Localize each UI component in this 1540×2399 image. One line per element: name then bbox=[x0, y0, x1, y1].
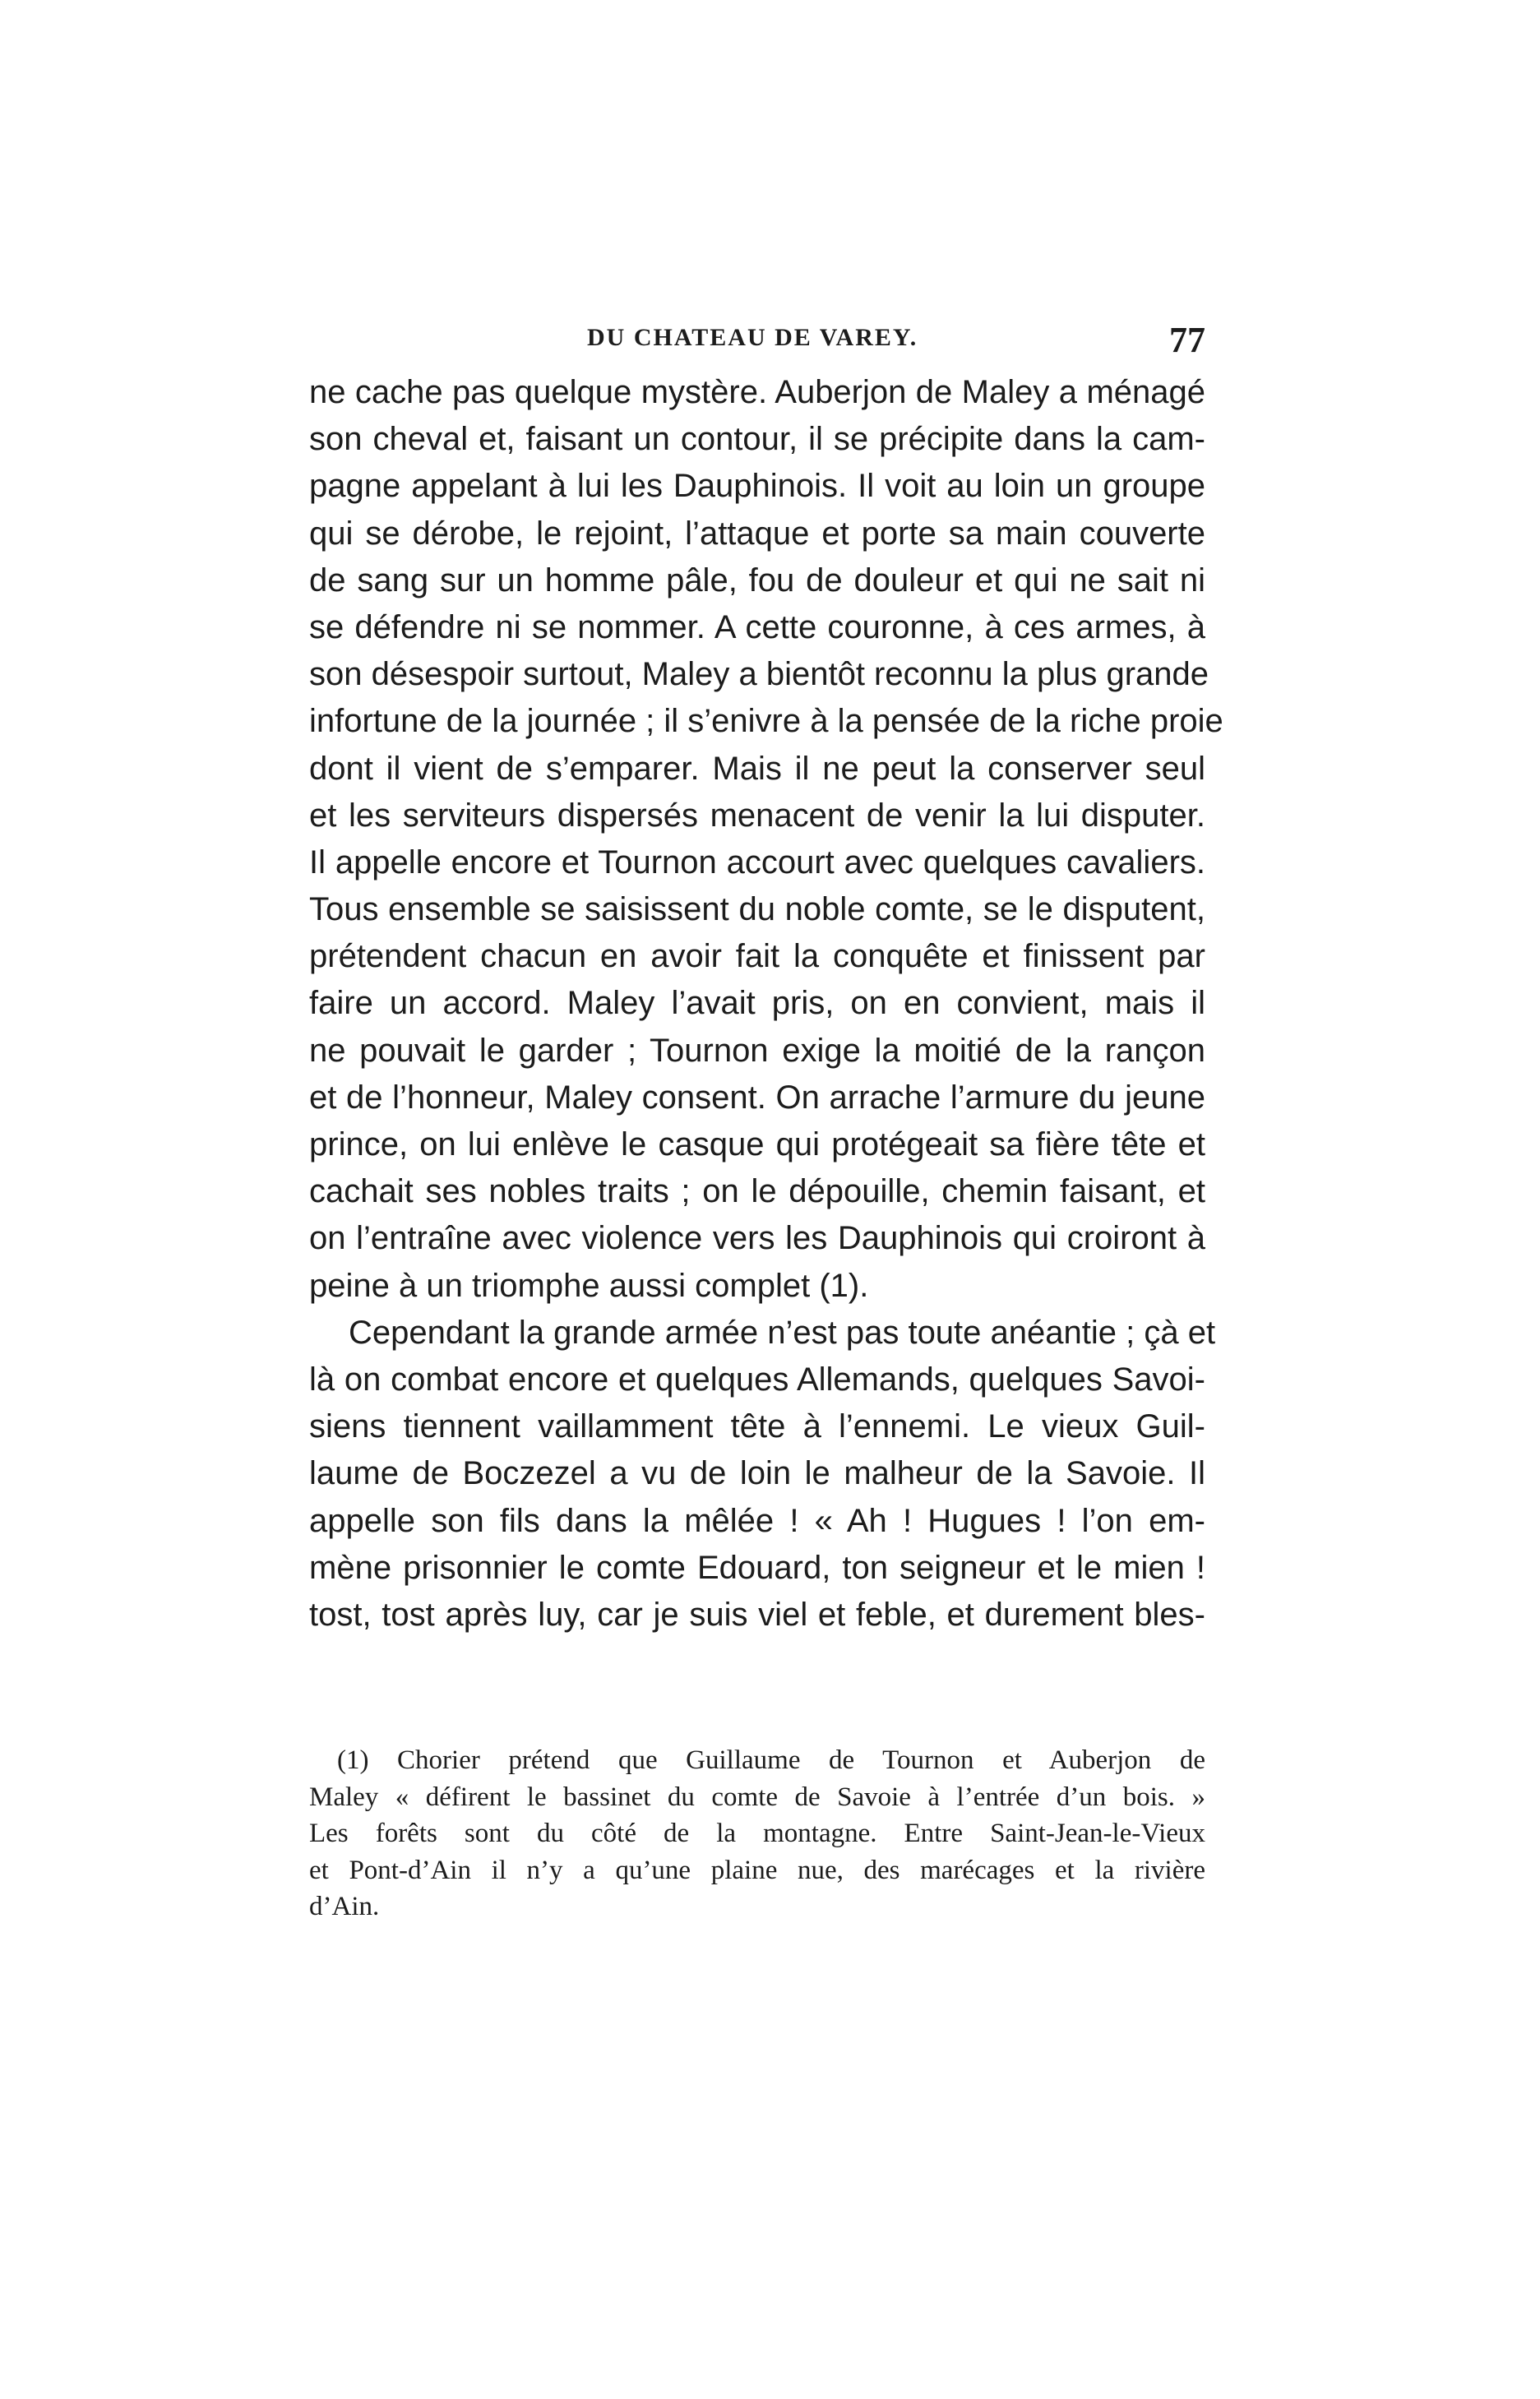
text-line: son cheval et, faisant un contour, il se précipite dans la cam- bbox=[309, 421, 1205, 458]
footnote-line: Les forêts sont du côté de la montagne. Entre Saint-Jean-le-Vieux bbox=[309, 1819, 1205, 1848]
text-line: son désespoir surtout, Maley a bientôt reconnu la plus grande bbox=[309, 656, 1209, 693]
text-line: qui se dérobe, le rejoint, l’attaque et porte sa main couverte bbox=[309, 515, 1205, 552]
text-line: cachait ses nobles traits ; on le dépouille, chemin faisant, et bbox=[309, 1173, 1205, 1210]
footnote-line: Maley « défirent le bassinet du comte de Savoie à l’entrée d’un bois. » bbox=[309, 1782, 1205, 1812]
text-line: appelle son fils dans la mêlée ! « Ah ! Hugues ! l’on em- bbox=[309, 1502, 1205, 1539]
page-header bbox=[309, 319, 1205, 368]
text-line: se défendre ni se nommer. A cette couronne, à ces armes, à bbox=[309, 608, 1205, 645]
text-line: pagne appelant à lui les Dauphinois. Il voit au loin un groupe bbox=[309, 468, 1205, 505]
text-line: on l’entraîne avec violence vers les Dauphinois qui croiront à bbox=[309, 1220, 1205, 1257]
text-line: de sang sur un homme pâle, fou de douleur et qui ne sait ni bbox=[309, 562, 1205, 599]
footnote-line: d’Ain. bbox=[309, 1892, 380, 1921]
text-line: siens tiennent vaillamment tête à l’ennemi. Le vieux Guil- bbox=[309, 1408, 1205, 1445]
text-line: et les serviteurs dispersés menacent de venir la lui disputer. bbox=[309, 797, 1205, 834]
text-line: Il appelle encore et Tournon accourt avec quelques cavaliers. bbox=[309, 844, 1205, 881]
running-head: DU CHATEAU DE VAREY. bbox=[587, 324, 918, 351]
text-line: faire un accord. Maley l’avait pris, on en convient, mais il bbox=[309, 985, 1205, 1022]
text-line: mène prisonnier le comte Edouard, ton seigneur et le mien ! bbox=[309, 1549, 1205, 1586]
text-line: et de l’honneur, Maley consent. On arrache l’armure du jeune bbox=[309, 1079, 1205, 1116]
text-line: infortune de la journée ; il s’enivre à la pensée de la riche proie bbox=[309, 703, 1223, 740]
text-line: là on combat encore et quelques Allemands, quelques Savoi- bbox=[309, 1361, 1205, 1398]
footnote-line: et Pont-d’Ain il n’y a qu’une plaine nue, des marécages et la rivière bbox=[309, 1855, 1205, 1885]
text-line: Tous ensemble se saisissent du noble comte, se le disputent, bbox=[309, 891, 1205, 928]
text-line: Cependant la grande armée n’est pas toute anéantie ; çà et bbox=[349, 1314, 1216, 1351]
page-number: 77 bbox=[1169, 320, 1205, 360]
text-line: ne cache pas quelque mystère. Auberjon de Maley a ménagé bbox=[309, 374, 1205, 410]
text-line: peine à un triomphe aussi complet (1). bbox=[309, 1267, 869, 1304]
text-line: dont il vient de s’emparer. Mais il ne peut la conserver seul bbox=[309, 750, 1205, 787]
text-line: prince, on lui enlève le casque qui protégeait sa fière tête et bbox=[309, 1126, 1205, 1163]
text-line: tost, tost après luy, car je suis viel et feble, et durement bles- bbox=[309, 1596, 1205, 1633]
footnote-line: (1) Chorier prétend que Guillaume de Tournon et Auberjon de bbox=[337, 1745, 1205, 1775]
text-line: prétendent chacun en avoir fait la conquête et finissent par bbox=[309, 938, 1205, 975]
text-line: ne pouvait le garder ; Tournon exige la moitié de la rançon bbox=[309, 1032, 1205, 1069]
text-line: laume de Boczezel a vu de loin le malheur de la Savoie. Il bbox=[309, 1455, 1205, 1492]
footnote bbox=[309, 1742, 1205, 1925]
body-text bbox=[309, 369, 1223, 1639]
